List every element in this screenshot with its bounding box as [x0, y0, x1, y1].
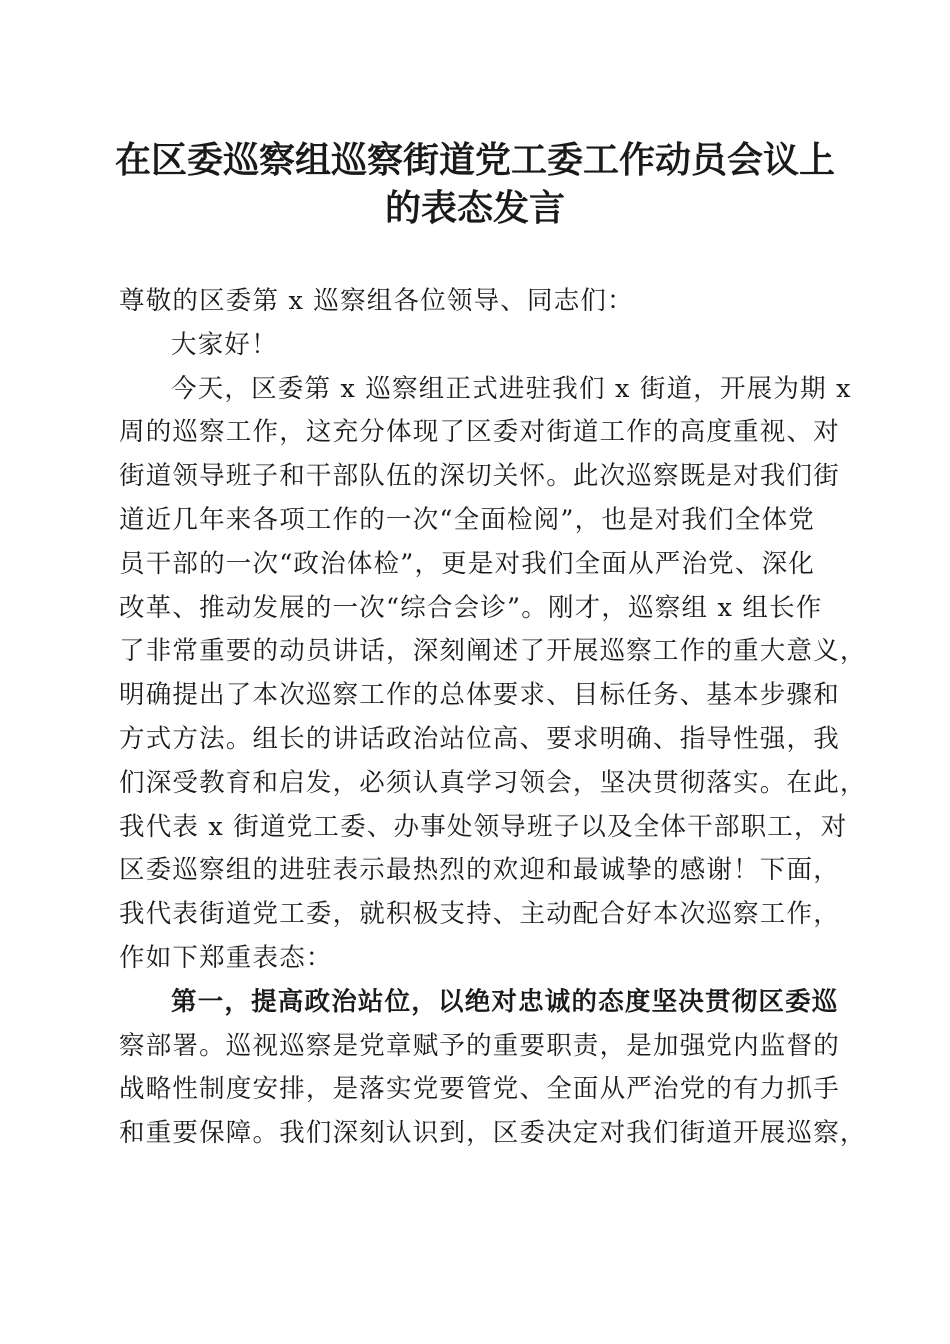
paragraph-1-line: 明确提出了本次巡察工作的总体要求、目标任务、基本步骤和 [119, 680, 840, 711]
paragraph-1-line: 员干部的一次“政治体检”，更是对我们全面从严治党、深化 [119, 548, 815, 579]
paragraph-1-line: 改革、推动发展的一次“综合会诊”。刚才，巡察组 x 组长作 [119, 592, 823, 623]
paragraph-2-line: 战略性制度安排，是落实党要管党、全面从严治党的有力抓手 [119, 1074, 840, 1105]
paragraph-2-line: 和重要保障。我们深刻认识到，区委决定对我们街道开展巡察， [119, 1118, 867, 1149]
paragraph-1-line: 道近几年来各项工作的一次“全面检阅”，也是对我们全体党 [119, 504, 815, 535]
document-title-line-2: 的表态发言 [384, 187, 565, 229]
paragraph-1-line: 街道领导班子和干部队伍的深切关怀。此次巡察既是对我们街 [119, 461, 840, 492]
paragraph-1-line: 我代表街道党工委，就积极支持、主动配合好本次巡察工作， [119, 899, 840, 930]
paragraph-1-line: 周的巡察工作，这充分体现了区委对街道工作的高度重视、对 [119, 417, 840, 448]
document-title-line-1: 在区委巡察组巡察街道党工委工作动员会议上 [114, 139, 835, 181]
paragraph-2-line: 察部署。巡视巡察是党章赋予的重要职责，是加强党内监督的 [119, 1030, 840, 1061]
paragraph-1-line: 作如下郑重表态： [119, 942, 333, 973]
paragraph-1-line: 方式方法。组长的讲话政治站位高、要求明确、指导性强，我 [119, 723, 840, 754]
salutation: 尊敬的区委第 x 巡察组各位领导、同志们： [119, 286, 634, 316]
paragraph-1-line: 区委巡察组的进驻表示最热烈的欢迎和最诚挚的感谢！下面， [119, 855, 840, 886]
paragraph-2-heading: 第一，提高政治站位，以绝对忠诚的态度坚决贯彻区委巡 [171, 986, 839, 1017]
paragraph-1-line: 了非常重要的动员讲话，深刻阐述了开展巡察工作的重大意义， [119, 636, 867, 667]
document-body [119, 280, 867, 1156]
greeting: 大家好！ [171, 329, 278, 360]
paragraph-1-line: 今天，区委第 x 巡察组正式进驻我们 x 街道，开展为期 x [171, 373, 852, 404]
paragraph-1-line: 我代表 x 街道党工委、办事处领导班子以及全体干部职工，对 [119, 811, 848, 842]
paragraph-1-line: 们深受教育和启发，必须认真学习领会，坚决贯彻落实。在此， [119, 767, 867, 798]
